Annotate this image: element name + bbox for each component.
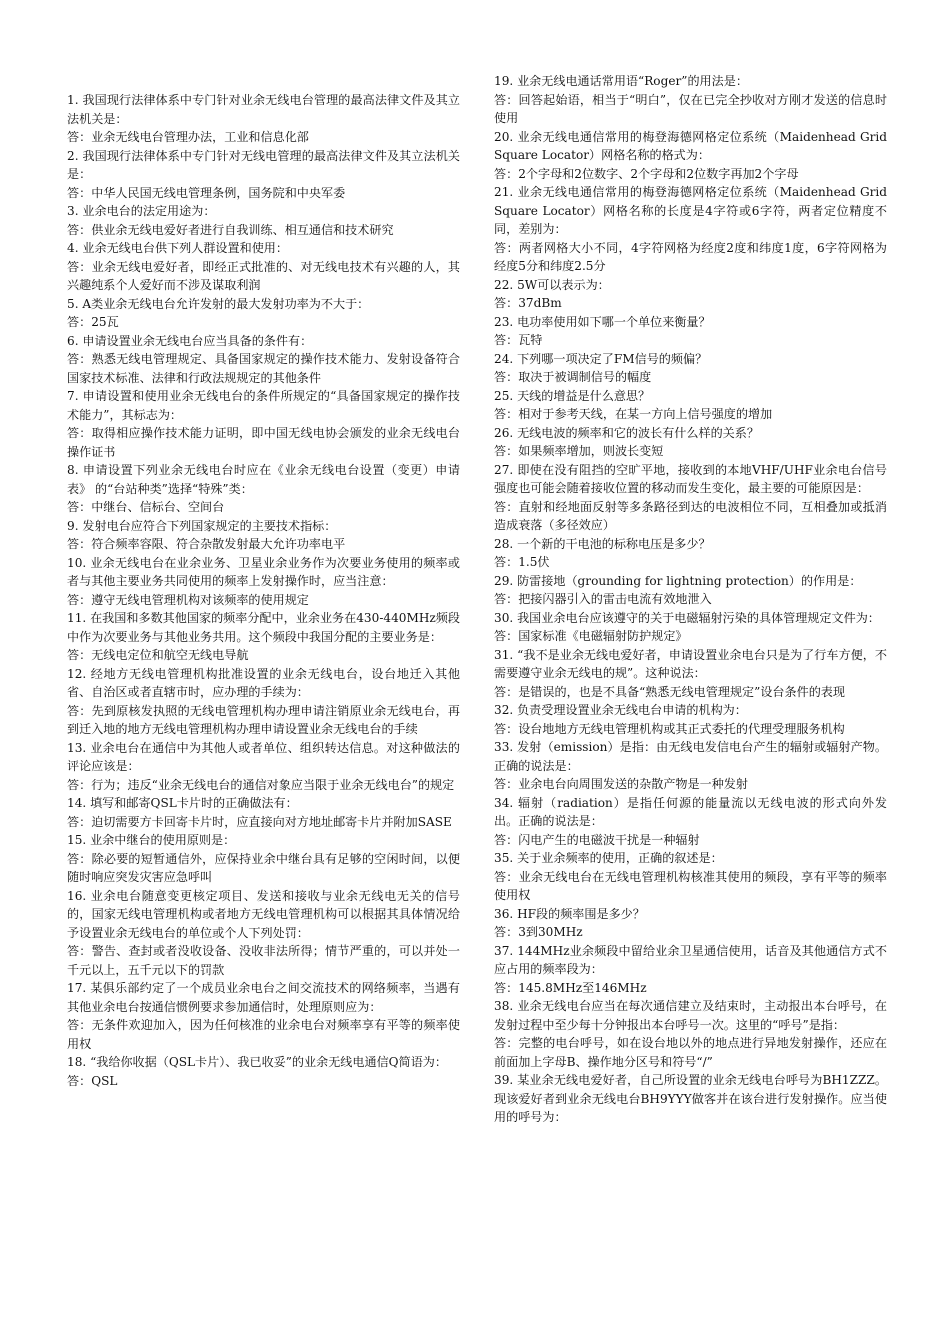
question-38: 38. 业余无线电台应当在每次通信建立及结束时，主动报出本台呼号，在发射过程中至少每十分钟报出本台呼号一次。这里的“呼号”是指： — [494, 999, 887, 1032]
answer-10: 答：遵守无线电管理机构对该频率的使用规定 — [67, 592, 309, 607]
answer-22: 答：37dBm — [494, 296, 562, 310]
question-8: 8. 申请设置下列业余无线电台时应在《业余无线电台设置（变更）申请表》 的“台站种类”选择“特殊”类： — [67, 463, 460, 496]
answer-34: 答：闪电产生的电磁波干扰是一种辐射 — [494, 832, 700, 847]
answer-11: 答：无线电定位和航空无线电导航 — [67, 648, 249, 662]
answer-15: 答：除必要的短暂通信外，应保持业余中继台具有足够的空闲时间，以便随时响应突发灾害应急呼叫 — [67, 851, 460, 884]
answer-3: 答：供业余无线电爱好者进行自我训练、相互通信和技术研究 — [67, 222, 394, 237]
answer-2: 答：中华人民国无线电管理条例，国务院和中央军委 — [67, 185, 346, 200]
answer-30: 答：国家标准《电磁辐射防护规定》 — [494, 629, 688, 643]
answer-9: 答：符合频率容限、符合杂散发射最大允许功率电平 — [67, 537, 346, 551]
left-column — [67, 0, 460, 1090]
answer-26: 答：如果频率增加，则波长变短 — [494, 444, 664, 458]
answer-8: 答：中继台、信标台、空间台 — [67, 500, 225, 514]
answer-29: 答：把接闪器引入的雷击电流有效地泄入 — [494, 592, 712, 606]
question-14: 14. 填写和邮寄QSL卡片时的正确做法有： — [67, 796, 298, 810]
question-39: 39. 某业余无线电爱好者，自己所设置的业余无线电台呼号为BH1ZZZ。现该爱好者到业余无线电台BH9YYY做客并在该台进行发射操作。应当使用的呼号为： — [494, 1073, 887, 1124]
question-12: 12. 经地方无线电管理机构批准设置的业余无线电台，设台地迁入其他省、自治区或者直辖市时，应办理的手续为： — [67, 666, 460, 699]
answer-16: 答：警告、查封或者没收设备、没收非法所得；情节严重的，可以并处一千元以上，五千元以下的罚款 — [67, 944, 460, 977]
answer-32: 答：设台地地方无线电管理机构或其正式委托的代理受理服务机构 — [494, 721, 845, 736]
question-6: 6. 申请设置业余无线电台应当具备的条件有： — [67, 333, 313, 348]
question-26: 26. 无线电波的频率和它的波长有什么样的关系？ — [494, 425, 759, 440]
answer-1: 答：业余无线电台管理办法，工业和信息化部 — [67, 130, 309, 144]
question-22: 22. 5W可以表示为： — [494, 277, 610, 292]
answer-25: 答：相对于参考天线，在某一方向上信号强度的增加 — [494, 407, 773, 421]
answer-19: 答：回答起始语，相当于“明白”，仅在已完全抄收对方刚才发送的信息时使用 — [494, 92, 887, 125]
answer-17: 答：无条件欢迎加入，因为任何核准的业余电台对频率享有平等的频率使用权 — [67, 1018, 460, 1051]
question-32: 32. 负责受理设置业余无线电台申请的机构为： — [494, 703, 747, 717]
question-15: 15. 业余中继台的使用原则是： — [67, 833, 236, 847]
answer-28: 答：1.5伏 — [494, 555, 550, 569]
question-33: 33. 发射（emission）是指：由无线电发信电台产生的辐射或辐射产物。正确的说法是： — [494, 740, 887, 773]
question-24: 24. 下列哪一项决定了FM信号的频偏？ — [494, 351, 708, 366]
answer-4: 答：业余无线电爱好者，即经正式批准的、对无线电技术有兴趣的人，其兴趣纯系个人爱好而不涉及谋取利润 — [67, 259, 460, 292]
question-23: 23. 电功率使用如下哪一个单位来衡量？ — [494, 314, 711, 329]
question-3: 3. 业余电台的法定用途为： — [67, 204, 216, 218]
answer-21: 答：两者网格大小不同，4字符网格为经度2度和纬度1度，6字符网格为经度5分和纬度2.5分 — [494, 240, 887, 273]
question-17: 17. 某俱乐部约定了一个成员业余电台之间交流技术的网络频率，当遇有其他业余电台按通信惯例要求参加通信时，处理原则应为： — [67, 981, 460, 1014]
answer-23: 答：瓦特 — [494, 333, 543, 347]
answer-35: 答：业余无线电台在无线电管理机构核准其使用的频段，享有平等的频率使用权 — [494, 869, 887, 902]
answer-24: 答：取决于被调制信号的幅度 — [494, 370, 652, 384]
question-5: 5. A类业余无线电台允许发射的最大发射功率为不大于： — [67, 296, 370, 311]
right-column — [494, 0, 887, 1127]
answer-36: 答：3到30MHz — [494, 925, 583, 939]
question-20: 20. 业余无线电通信常用的梅登海德网格定位系统（Maidenhead Grid Square Locator）网格名称的格式为： — [494, 129, 887, 162]
question-27: 27. 即使在没有阻挡的空旷平地，接收到的本地VHF/UHF业余电台信号强度也可能会随着接收位置的移动而发生变化，最主要的可能原因是： — [494, 462, 887, 495]
question-31: 31. “我不是业余无线电爱好者，申请设置业余电台只是为了行车方便，不需要遵守业余无线电的规”。这种说法： — [494, 647, 887, 680]
question-16: 16. 业余电台随意变更核定项目、发送和接收与业余无线电无关的信号的，国家无线电管理机构或者地方无线电管理机构可以根据其具体情况给予设置业余无线电台的单位或个人下列处罚： — [67, 888, 460, 940]
question-34: 34. 辐射（radiation）是指任何源的能量流以无线电波的形式向外发出。正确的说法是： — [494, 795, 887, 828]
answer-38: 答：完整的电台呼号，如在设台地以外的地点进行异地发射操作，还应在前面加上字母B、操作地分区号和符号“/” — [494, 1036, 887, 1069]
question-13: 13. 业余电台在通信中为其他人或者单位、组织转达信息。对这种做法的评论应该是： — [67, 740, 460, 773]
question-21: 21. 业余无线电通信常用的梅登海德网格定位系统（Maidenhead Grid Square Locator）网格名称的长度是4字符或6字符，两者定位精度不同，差别为： — [494, 185, 887, 236]
answer-18: 答：QSL — [67, 1073, 118, 1088]
answer-37: 答：145.8MHz至146MHz — [494, 980, 647, 995]
question-7: 7. 申请设置和使用业余无线电台的条件所规定的“具备国家规定的操作技术能力”，其标志为： — [67, 389, 460, 422]
question-9: 9. 发射电台应符合下列国家规定的主要技术指标： — [67, 518, 337, 533]
question-18: 18. “我给你收据（QSL卡片）、我已收妥”的业余无线电通信Q简语为： — [67, 1055, 447, 1069]
question-19: 19. 业余无线电通话常用语“Roger”的用法是： — [494, 74, 748, 88]
answer-13: 答：行为；违反“业余无线电台的通信对象应当限于业余无线电台”的规定 — [67, 777, 455, 792]
answer-33: 答：业余电台向周围发送的杂散产物是一种发射 — [494, 777, 748, 791]
answer-5: 答：25瓦 — [67, 315, 119, 329]
question-37: 37. 144MHz业余频段中留给业余卫星通信使用，话音及其他通信方式不应占用的频率段为： — [494, 943, 887, 976]
question-11: 11. 在我国和多数其他国家的频率分配中，业余业务在430-440MHz频段中作为次要业务与其他业务共用。这个频段中我国分配的主要业务是： — [67, 611, 460, 644]
question-2: 2. 我国现行法律体系中专门针对无线电管理的最高法律文件及其立法机关是： — [67, 148, 460, 181]
question-1: 1. 我国现行法律体系中专门针对业余无线电台管理的最高法律文件及其立法机关是： — [67, 93, 460, 126]
question-29: 29. 防雷接地（grounding for lightning protection）的作用是： — [494, 573, 862, 588]
question-30: 30. 我国业余电台应该遵守的关于电磁辐射污染的具体管理规定文件为： — [494, 610, 880, 625]
answer-12: 答：先到原核发执照的无线电管理机构办理申请注销原业余无线电台，再到迁入地的地方无线电管理机构办理申请设置业余无线电台的手续 — [67, 703, 460, 736]
answer-14: 答：迫切需要方卡回寄卡片时，应直接向对方地址邮寄卡片并附加SASE — [67, 814, 452, 829]
answer-6: 答：熟悉无线电管理规定、具备国家规定的操作技术能力、发射设备符合国家技术标准、法律和行政法规规定的其他条件 — [67, 352, 460, 385]
question-35: 35. 关于业余频率的使用，正确的叙述是： — [494, 851, 723, 865]
question-10: 10. 业余无线电台在业余业务、卫星业余业务作为次要业务使用的频率或者与其他主要业务共同使用的频率上发射操作时，应当注意： — [67, 555, 460, 588]
question-4: 4. 业余无线电台供下列人群设置和使用： — [67, 241, 288, 255]
question-25: 25. 天线的增益是什么意思？ — [494, 388, 651, 403]
question-28: 28. 一个新的干电池的标称电压是多少？ — [494, 536, 711, 551]
answer-27: 答：直射和经地面反射等多条路径到达的电波相位不同，互相叠加或抵消造成衰落（多径效应） — [494, 499, 887, 532]
question-36: 36. HF段的频率围是多少？ — [494, 906, 645, 921]
answer-31: 答：是错误的，也是不具备“熟悉无线电管理规定”设台条件的表现 — [494, 684, 845, 699]
answer-20: 答：2个字母和2位数字、2个字母和2位数字再加2个字母 — [494, 166, 799, 181]
answer-7: 答：取得相应操作技术能力证明，即中国无线电协会颁发的业余无线电台操作证书 — [67, 426, 460, 459]
